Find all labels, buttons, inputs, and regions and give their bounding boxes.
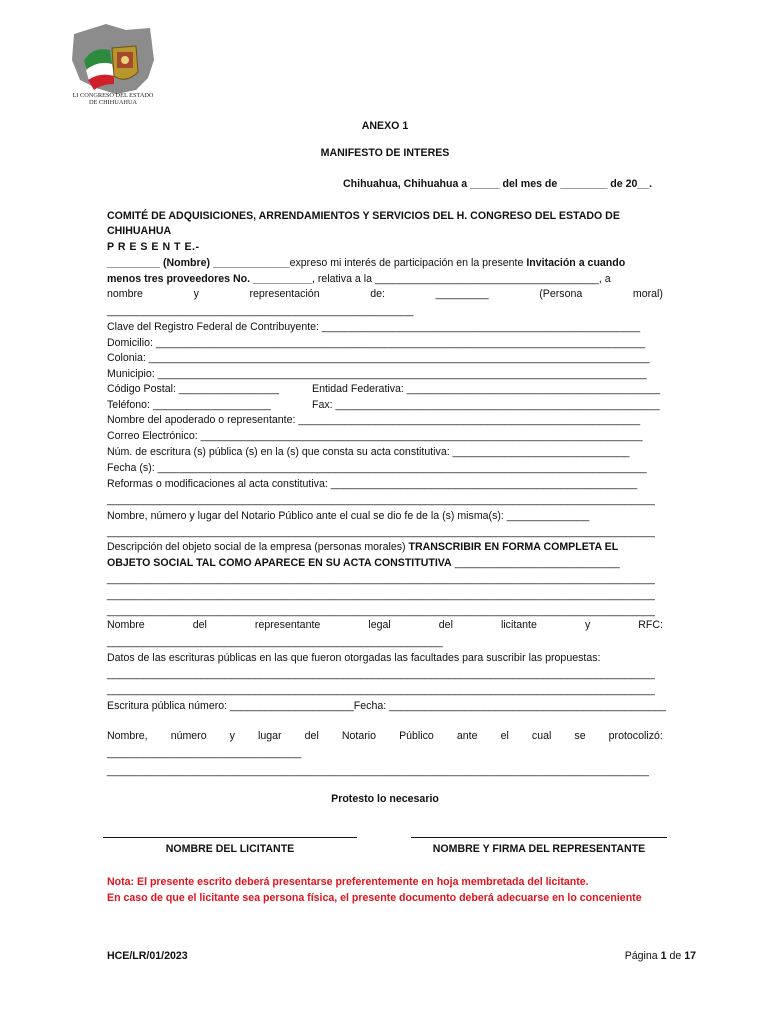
protocol-word: lugar <box>258 730 282 742</box>
description-blank-line: _____________________________________________________________________________________________ <box>107 605 655 617</box>
description-line2 <box>107 556 620 570</box>
intro-line3 <box>107 288 663 300</box>
legal-rep-word: licitante <box>500 619 537 631</box>
intro-word: y <box>193 288 199 300</box>
protocol-blank: _________________________________ <box>107 747 302 759</box>
description-blank-line: _____________________________________________________________________________________________ <box>107 573 655 585</box>
intro-word: representación <box>249 288 320 300</box>
notary-continuation: _____________________________________________________________________________________________ <box>107 526 655 538</box>
logo-caption-line2: DE CHIHUAHUA <box>88 99 138 106</box>
protocol-word: Notario <box>341 730 377 742</box>
protocol-word: y <box>229 730 235 742</box>
intro-word: (Persona <box>539 288 583 300</box>
description-label: Descripción del objeto social de la empresa (personas morales) <box>107 541 409 553</box>
place-date: Chihuahua, Chihuahua a _____ del mes de ________ de 20__. <box>343 178 653 190</box>
intro-word: moral) <box>632 288 663 300</box>
present-salutation: P R E S E N T E.- <box>107 241 200 253</box>
phone-field: Teléfono: ____________________ <box>107 399 271 411</box>
legal-rep-word: Nombre <box>107 619 145 631</box>
description-line1 <box>107 540 618 554</box>
description-instruction: TRANSCRIBIR EN FORMA COMPLETA EL <box>408 541 619 553</box>
legal-rep-word: representante <box>254 619 321 631</box>
page-number <box>625 949 696 963</box>
dates-field: Fecha (s): ___________________________________________________________________________________ <box>107 462 647 474</box>
legal-rep-word: RFC: <box>638 619 663 631</box>
reforms-field: Reformas o modificaciones al acta constitutiva: ____________________________________________________ <box>107 478 638 490</box>
page-total: 17 <box>684 950 696 962</box>
protocol-word: cual <box>531 730 552 742</box>
intro-line1 <box>107 256 625 270</box>
intro-providers: menos tres proveedores No. __________ <box>107 273 312 285</box>
note-line2: En caso de que el licitante sea persona física, el presente documento deberá adecuarse en lo conceniente <box>107 892 642 904</box>
legal-rep-word: del <box>438 619 453 631</box>
intro-line4: ____________________________________________________ <box>107 305 414 317</box>
intro-word: de: <box>370 288 385 300</box>
description-instruction-cont: OBJETO SOCIAL TAL COMO APARECE EN SU ACTA CONSTITUTIVA <box>107 557 452 569</box>
logo-caption-line1: LI CONGRESO DEL ESTADO <box>72 92 154 99</box>
intro-name-blank: _________ (Nombre) _____________ <box>107 257 290 269</box>
protocol-word: Público <box>399 730 434 742</box>
notary-field: Nombre, número y lugar del Notario Público ante el cual se dio fe de la (s) misma(s): ______________ <box>107 510 590 522</box>
powers-blank: _____________________________________________________________________________________________ <box>107 668 655 680</box>
municipality-field: Municipio: ___________________________________________________________________________________ <box>107 368 647 380</box>
committee-line2: CHIHUAHUA <box>107 225 172 237</box>
committee-line1: COMITÉ DE ADQUISICIONES, ARRENDAMIENTOS Y SERVICIOS DEL H. CONGRESO DEL ESTADO DE <box>107 210 620 222</box>
state-field: Entidad Federativa: ___________________________________________ <box>312 383 661 395</box>
legal-rep-word: del <box>192 619 207 631</box>
attorney-field: Nombre del apoderado o representante: __________________________________________________________ <box>107 414 641 426</box>
representative-signature-line <box>411 837 667 838</box>
intro-relative: , relativa a la ______________________________________, a <box>311 273 611 285</box>
protocol-word: se <box>574 730 586 742</box>
intro-invitation: Invitación a cuando <box>526 257 626 269</box>
protocol-blank: ____________________________________________________________________________________________ <box>107 765 650 777</box>
legal-rep-blank: _________________________________________________________ <box>107 636 443 648</box>
postal-code-field: Código Postal: _________________ <box>107 383 280 395</box>
intro-word: _________ <box>435 288 489 300</box>
email-field: Correo Electrónico: ___________________________________________________________________________ <box>107 430 643 442</box>
powers-blank: _____________________________________________________________________________________________ <box>107 684 655 696</box>
closing-text: Protesto lo necesario <box>331 793 439 805</box>
note-line1: Nota: El presente escrito deberá presentarse preferentemente en hoja membretada del licitante. <box>107 876 589 888</box>
protocol-word: el <box>500 730 509 742</box>
powers-label: Datos de las escrituras públicas en las que fueron otorgadas las facultades para suscribir las propuestas: <box>107 652 601 664</box>
protocol-word: ante <box>456 730 478 742</box>
representative-name-label: NOMBRE Y FIRMA DEL REPRESENTANTE <box>432 843 646 855</box>
annex-title: ANEXO 1 <box>361 120 409 132</box>
colony-field: Colonia: _____________________________________________________________________________________ <box>107 352 650 364</box>
fax-field: Fax: _______________________________________________________ <box>312 399 660 411</box>
intro-text: expreso mi interés de participación en la presente <box>289 257 527 269</box>
protocol-line <box>107 730 663 742</box>
protocol-word: del <box>304 730 319 742</box>
protocol-word: Nombre, <box>107 730 148 742</box>
reforms-continuation: _____________________________________________________________________________________________ <box>107 494 655 506</box>
page-mid: de <box>666 950 685 962</box>
intro-word: nombre <box>107 288 143 300</box>
bidder-name-label: NOMBRE DEL LICITANTE <box>165 843 295 855</box>
address-field: Domicilio: ___________________________________________________________________________________ <box>107 337 645 349</box>
document-title: MANIFESTO DE INTERES <box>320 147 450 159</box>
intro-line2 <box>107 272 611 286</box>
protocol-word: número <box>170 730 207 742</box>
deed-number-field: Núm. de escritura (s) pública (s) en la (s) que consta su acta constitutiva: ______________________________ <box>107 446 630 458</box>
logo-caption <box>67 92 159 106</box>
page-current: 1 <box>660 950 667 962</box>
page-prefix: Página <box>624 950 661 962</box>
protocol-word: protocolizó: <box>608 730 663 742</box>
description-blank: ____________________________ <box>451 557 620 569</box>
bidder-signature-line <box>103 837 357 838</box>
rfc-field: Clave del Registro Federal de Contribuyente: ______________________________________________________ <box>107 321 641 333</box>
footer-code: HCE/LR/01/2023 <box>107 950 188 962</box>
legal-rep-line <box>107 619 663 631</box>
legal-rep-word: y <box>584 619 591 631</box>
deed-date-field: Escritura pública número: _____________________Fecha: _______________________________________________ <box>107 700 667 712</box>
legal-rep-word: legal <box>368 619 391 631</box>
description-blank-line: _____________________________________________________________________________________________ <box>107 589 655 601</box>
